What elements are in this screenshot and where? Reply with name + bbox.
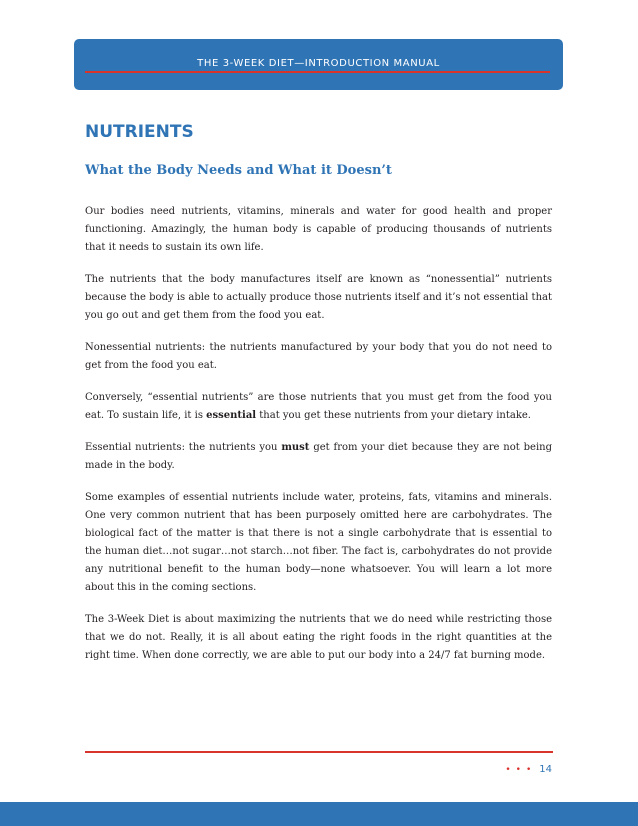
paragraph [85, 389, 552, 425]
paragraph: Some examples of essential nutrients include water, proteins, fats, vitamins and minerals. One very common nutrient that has been purposely omitted here are carbohydrates. The biological fact of the matter is that there is not a single carbohydrate that is essential to the human diet…not sugar…not starch…not fiber. The fact is, carbohydrates do not provide any nutritional benefit to the human body—none whatsoever. You will learn a lot more about this in the coming sections. [85, 492, 552, 593]
paragraph: The 3-Week Diet is about maximizing the nutrients that we do need while restricting those that we do not. Really, it is all about eating the right foods in the right quantities at the right time. When done correctly, we are able to put our body into a 24/7 fat burning mode. [85, 614, 552, 661]
page-number: 14 [539, 764, 552, 775]
page-number-block [505, 764, 552, 775]
section-subtitle: What the Body Needs and What it Doesn’t [85, 163, 392, 178]
emphasis-text: must [281, 442, 310, 453]
paragraph: Our bodies need nutrients, vitamins, minerals and water for good health and proper functioning. Amazingly, the human body is capable of producing thousands of nutrients that it needs to sustain its own life. [85, 206, 552, 253]
text-run: that you get these nutrients from your dietary intake. [256, 410, 531, 421]
paragraph [85, 439, 552, 475]
section-title: NUTRIENTS [85, 122, 194, 142]
text-run: get from your diet because they are not being made in the body. [85, 442, 552, 471]
footer-dots: ••• [505, 764, 537, 775]
paragraph: Nonessential nutrients: the nutrients manufactured by your body that you do not need to get from the food you eat. [85, 342, 552, 371]
paragraph: The nutrients that the body manufactures itself are known as “nonessential” nutrients because the body is able to actually produce those nutrients itself and it’s not essential that you go out and get them from the food you eat. [85, 274, 552, 321]
emphasis-text: essential [206, 410, 257, 421]
header-divider [85, 71, 550, 73]
footer-divider [85, 751, 553, 753]
header-banner [74, 39, 563, 90]
text-run: Conversely, “essential nutrients” are those nutrients that you must get from the food you eat. To sustain life, it is [85, 392, 552, 421]
bottom-banner [0, 802, 638, 826]
header-title: THE 3-WEEK DIET—INTRODUCTION MANUAL [197, 58, 440, 69]
body-text [85, 203, 552, 679]
text-run: Essential nutrients: the nutrients you [85, 442, 282, 453]
